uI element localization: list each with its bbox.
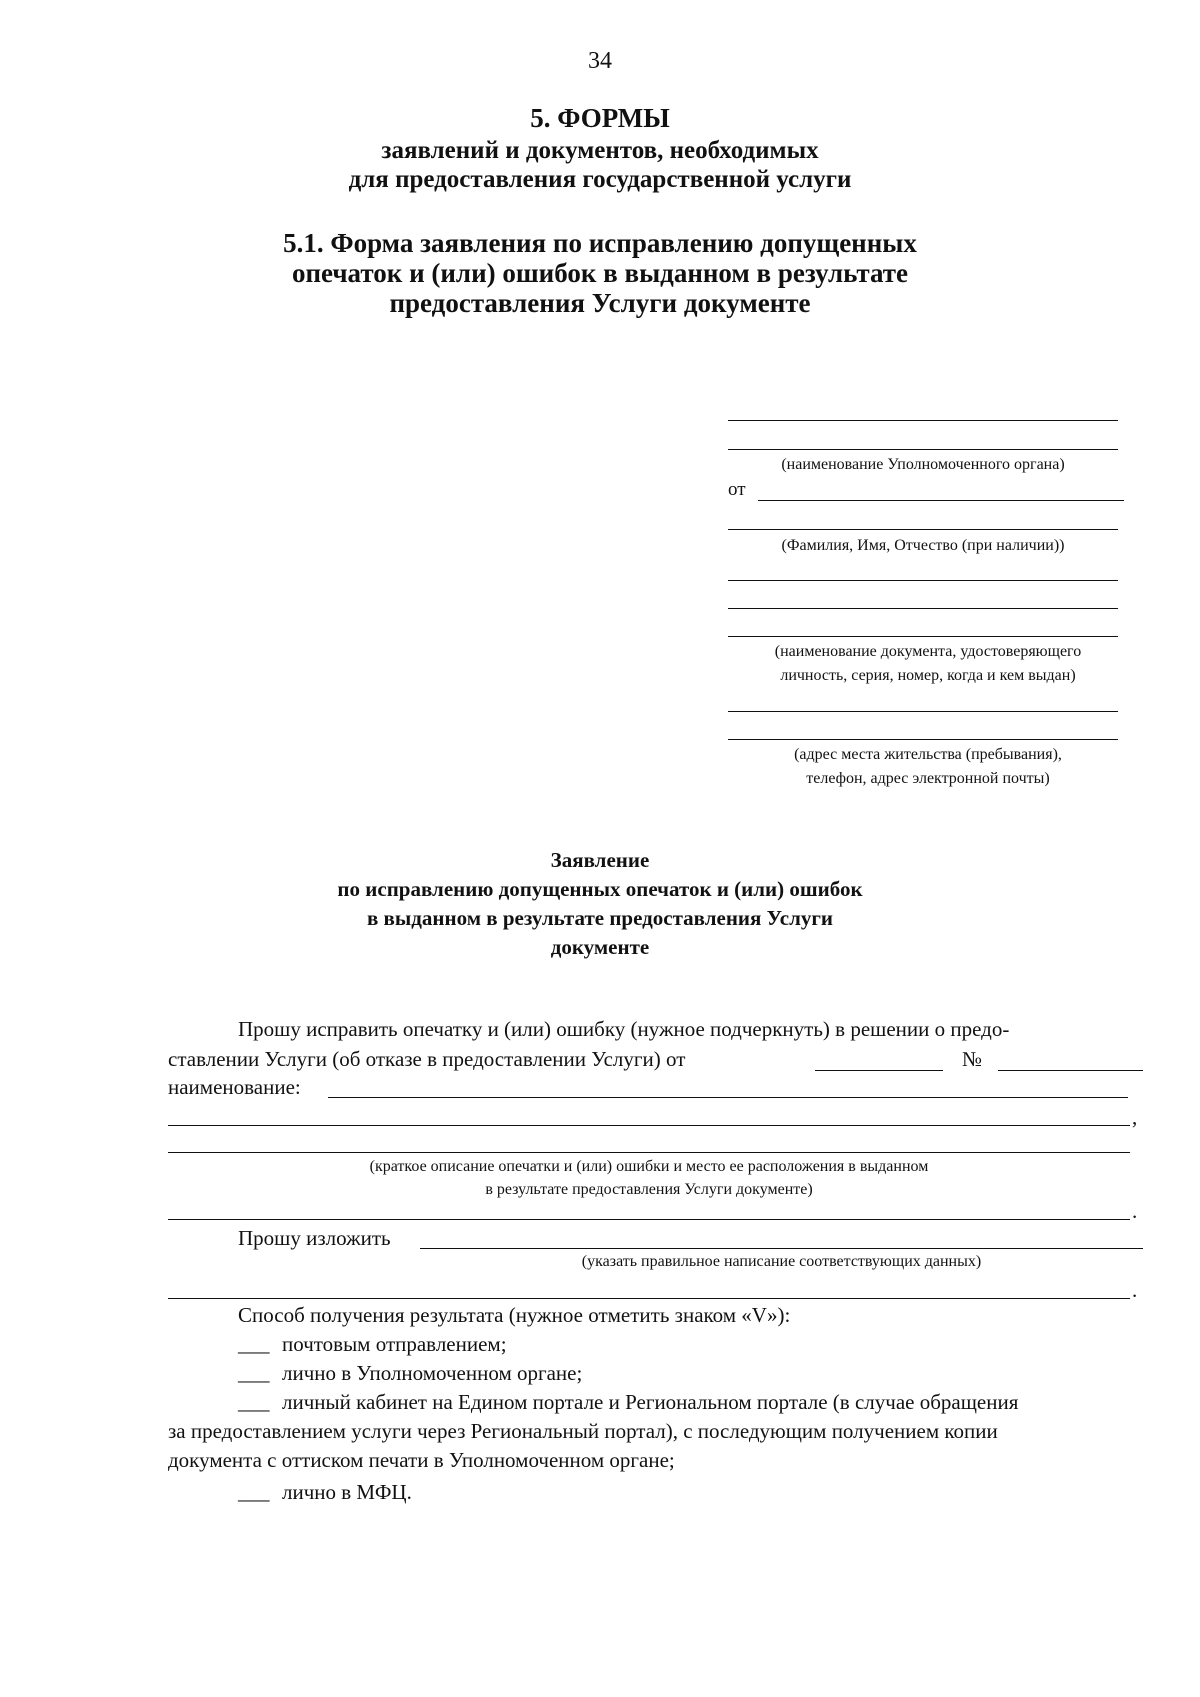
address-caption-2: телефон, адрес электронной почты) — [806, 770, 1050, 787]
address-line-2[interactable] — [728, 739, 1118, 740]
authority-line-2[interactable] — [728, 449, 1118, 450]
option-mail-checkbox[interactable]: ___ — [238, 1332, 270, 1356]
name-field[interactable] — [328, 1097, 1128, 1098]
option-portal-cont-2: документа с оттиском печати в Уполномоченном органе; — [168, 1448, 675, 1472]
section-title: 5. ФОРМЫ — [530, 103, 670, 133]
description-line-1[interactable] — [168, 1125, 1130, 1126]
method-intro: Способ получения результата (нужное отметить знаком «V»): — [238, 1303, 791, 1327]
id-doc-line-2[interactable] — [728, 608, 1118, 609]
statement-line-2: по исправлению допущенных опечаток и (или) ошибок — [337, 877, 863, 901]
state-field[interactable] — [420, 1248, 1143, 1249]
description-period: . — [1132, 1199, 1138, 1223]
authority-line-1[interactable] — [728, 420, 1118, 421]
state-line-2[interactable] — [168, 1298, 1130, 1299]
statement-title: Заявление — [550, 848, 650, 872]
address-line-1[interactable] — [728, 711, 1118, 712]
state-period: . — [1132, 1278, 1138, 1302]
page-number: 34 — [588, 48, 612, 74]
id-doc-line-1[interactable] — [728, 580, 1118, 581]
fio-line[interactable] — [728, 529, 1118, 530]
option-portal-checkbox[interactable]: ___ — [238, 1390, 270, 1414]
option-authority-label: лично в Уполномоченном органе; — [282, 1361, 583, 1385]
statement-line-3: в выданном в результате предоставления Услуги — [366, 906, 834, 930]
address-caption-1: (адрес места жительства (пребывания), — [794, 746, 1062, 763]
description-caption-2: в результате предоставления Услуги документе) — [485, 1181, 813, 1198]
option-portal-cont-1: за предоставлением услуги через Региональный портал), с последующим получением копии — [168, 1419, 998, 1443]
state-caption: (указать правильное написание соответствующих данных) — [581, 1253, 982, 1270]
subsection-line-2: опечаток и (или) ошибок в выданном в результате — [291, 258, 909, 288]
decision-number-field[interactable] — [998, 1070, 1143, 1071]
option-mfc-checkbox[interactable]: ___ — [238, 1480, 270, 1504]
from-line[interactable] — [758, 500, 1124, 501]
section-subtitle-1: заявлений и документов, необходимых — [381, 137, 819, 164]
statement-line-4: документе — [550, 935, 650, 959]
number-sign: № — [962, 1047, 983, 1071]
subsection-line-3: предоставления Услуги документе — [389, 288, 811, 318]
id-doc-line-3[interactable] — [728, 636, 1118, 637]
state-label: Прошу изложить — [238, 1226, 391, 1250]
from-label: от — [728, 479, 746, 500]
description-line-2[interactable] — [168, 1152, 1130, 1153]
option-authority-checkbox[interactable]: ___ — [238, 1361, 270, 1385]
name-label: наименование: — [168, 1075, 301, 1099]
subsection-line-1: 5.1. Форма заявления по исправлению допущенных — [283, 228, 917, 258]
request-line-2: ставлении Услуги (об отказе в предоставлении Услуги) от — [168, 1047, 686, 1071]
option-mail-label: почтовым отправлением; — [282, 1332, 507, 1356]
description-line-3[interactable] — [168, 1219, 1130, 1220]
fio-caption: (Фамилия, Имя, Отчество (при наличии)) — [781, 537, 1065, 554]
section-subtitle-2: для предоставления государственной услуги — [348, 166, 852, 193]
decision-date-field[interactable] — [815, 1070, 943, 1071]
request-line-1: Прошу исправить опечатку и (или) ошибку (нужное подчеркнуть) в решении о предо- — [238, 1017, 1010, 1041]
option-portal-label: личный кабинет на Едином портале и Региональном портале (в случае обращения — [282, 1390, 1019, 1414]
id-doc-caption-2: личность, серия, номер, когда и кем выдан) — [780, 667, 1076, 684]
option-mfc-label: лично в МФЦ. — [282, 1480, 412, 1504]
description-comma: , — [1132, 1105, 1138, 1129]
id-doc-caption-1: (наименование документа, удостоверяющего — [774, 643, 1082, 660]
description-caption-1: (краткое описание опечатки и (или) ошибки и место ее расположения в выданном — [369, 1158, 929, 1175]
authority-caption: (наименование Уполномоченного органа) — [781, 456, 1065, 473]
